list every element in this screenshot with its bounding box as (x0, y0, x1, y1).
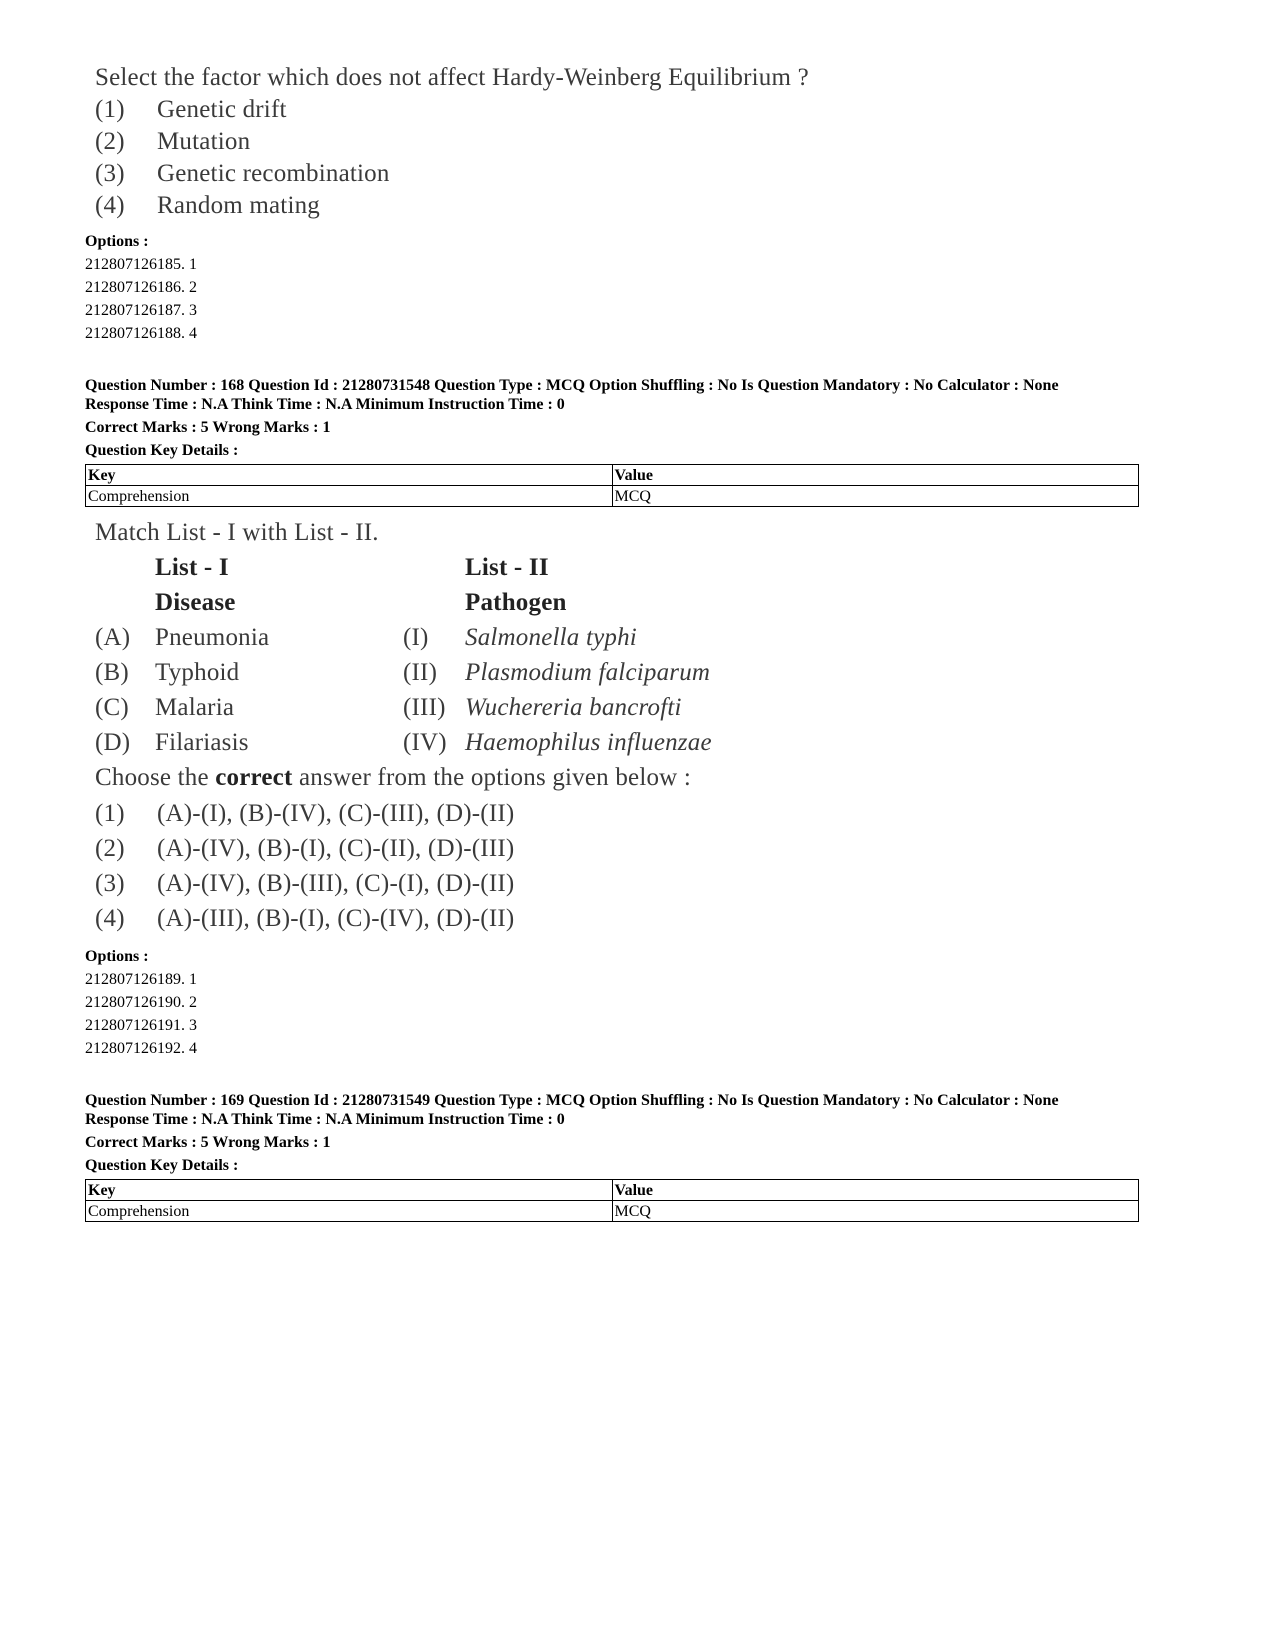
pair-label-a: (A) (95, 624, 131, 651)
q168-question-text: Match List - I with List - II. (95, 519, 379, 546)
pathogen-ii: Plasmodium falciparum (465, 659, 711, 686)
pair-label-b: (B) (95, 659, 129, 686)
table-row (86, 1201, 1139, 1222)
list-2-subtitle: Pathogen (465, 589, 567, 616)
table-header-value: Value (612, 1180, 1139, 1201)
list-1-title: List - I (155, 554, 229, 581)
table-cell-key: Comprehension (86, 1201, 613, 1222)
q167-options-label: Options : (85, 233, 149, 250)
pair-label-ii: (II) (403, 659, 438, 686)
q168-marks: Correct Marks : 5 Wrong Marks : 1 (85, 419, 331, 436)
q168-meta-line-1: Question Number : 168 Question Id : 21280731548 Question Type : MCQ Option Shuffling : No Is Question Mandatory : No Calculator : None (85, 377, 1059, 394)
q167-question-image (95, 62, 895, 222)
table-header-value: Value (612, 465, 1139, 486)
q168-option-1: 212807126189. 1 (85, 971, 197, 988)
q167-choice-1: (1) Genetic drift (95, 96, 287, 123)
table-header-row (86, 1180, 1139, 1201)
q167-choice-3: (3) Genetic recombination (95, 160, 390, 187)
q168-meta-line-2: Response Time : N.A Think Time : N.A Minimum Instruction Time : 0 (85, 396, 565, 413)
q168-choice-4: (4) (A)-(III), (B)-(I), (C)-(IV), (D)-(II) (95, 905, 515, 932)
q168-choice-1: (1) (A)-(I), (B)-(IV), (C)-(III), (D)-(II) (95, 800, 515, 827)
table-header-key: Key (86, 1180, 613, 1201)
q169-meta-line-2: Response Time : N.A Think Time : N.A Minimum Instruction Time : 0 (85, 1111, 565, 1128)
q167-option-2: 212807126186. 2 (85, 279, 197, 296)
q167-options-block (85, 230, 197, 345)
q168-choice-2: (2) (A)-(IV), (B)-(I), (C)-(II), (D)-(III) (95, 835, 515, 862)
q167-option-4: 212807126188. 4 (85, 325, 197, 342)
q168-options-block (85, 945, 197, 1060)
choose-instruction: Choose the correct answer from the options given below : (95, 764, 692, 791)
q168-question-image (95, 516, 815, 936)
q168-option-2: 212807126190. 2 (85, 994, 197, 1011)
q167-choice-4: (4) Random mating (95, 192, 321, 219)
pathogen-iii: Wuchereria bancrofti (465, 694, 682, 721)
q167-option-3: 212807126187. 3 (85, 302, 197, 319)
table-cell-value: MCQ (612, 486, 1139, 507)
table-cell-key: Comprehension (86, 486, 613, 507)
q168-options-label: Options : (85, 948, 149, 965)
q168-key-table (85, 464, 1139, 507)
list-2-title: List - II (465, 554, 549, 581)
pathogen-i: Salmonella typhi (465, 624, 637, 651)
pathogen-iv: Haemophilus influenzae (465, 729, 712, 756)
pair-label-iii: (III) (403, 694, 446, 721)
q167-option-1: 212807126185. 1 (85, 256, 197, 273)
disease-d: Filariasis (155, 729, 249, 756)
list-1-subtitle: Disease (155, 589, 236, 616)
pair-label-i: (I) (403, 624, 429, 651)
table-cell-value: MCQ (612, 1201, 1139, 1222)
table-header-row (86, 465, 1139, 486)
q169-key-table (85, 1179, 1139, 1222)
q168-option-3: 212807126191. 3 (85, 1017, 197, 1034)
q169-meta-line-1: Question Number : 169 Question Id : 21280731549 Question Type : MCQ Option Shuffling : No Is Question Mandatory : No Calculator : None (85, 1092, 1059, 1109)
pair-label-d: (D) (95, 729, 131, 756)
q169-key-details-label: Question Key Details : (85, 1157, 239, 1174)
pair-label-c: (C) (95, 694, 129, 721)
table-row (86, 486, 1139, 507)
disease-a: Pneumonia (155, 624, 270, 651)
q167-choice-2: (2) Mutation (95, 128, 251, 155)
q168-key-details-label: Question Key Details : (85, 442, 239, 459)
q169-marks: Correct Marks : 5 Wrong Marks : 1 (85, 1134, 331, 1151)
pair-label-iv: (IV) (403, 729, 447, 756)
q167-question-text: Select the factor which does not affect Hardy-Weinberg Equilibrium ? (95, 64, 809, 91)
disease-b: Typhoid (155, 659, 240, 686)
table-header-key: Key (86, 465, 613, 486)
q168-choice-3: (3) (A)-(IV), (B)-(III), (C)-(I), (D)-(II) (95, 870, 515, 897)
disease-c: Malaria (155, 694, 235, 721)
q168-option-4: 212807126192. 4 (85, 1040, 197, 1057)
